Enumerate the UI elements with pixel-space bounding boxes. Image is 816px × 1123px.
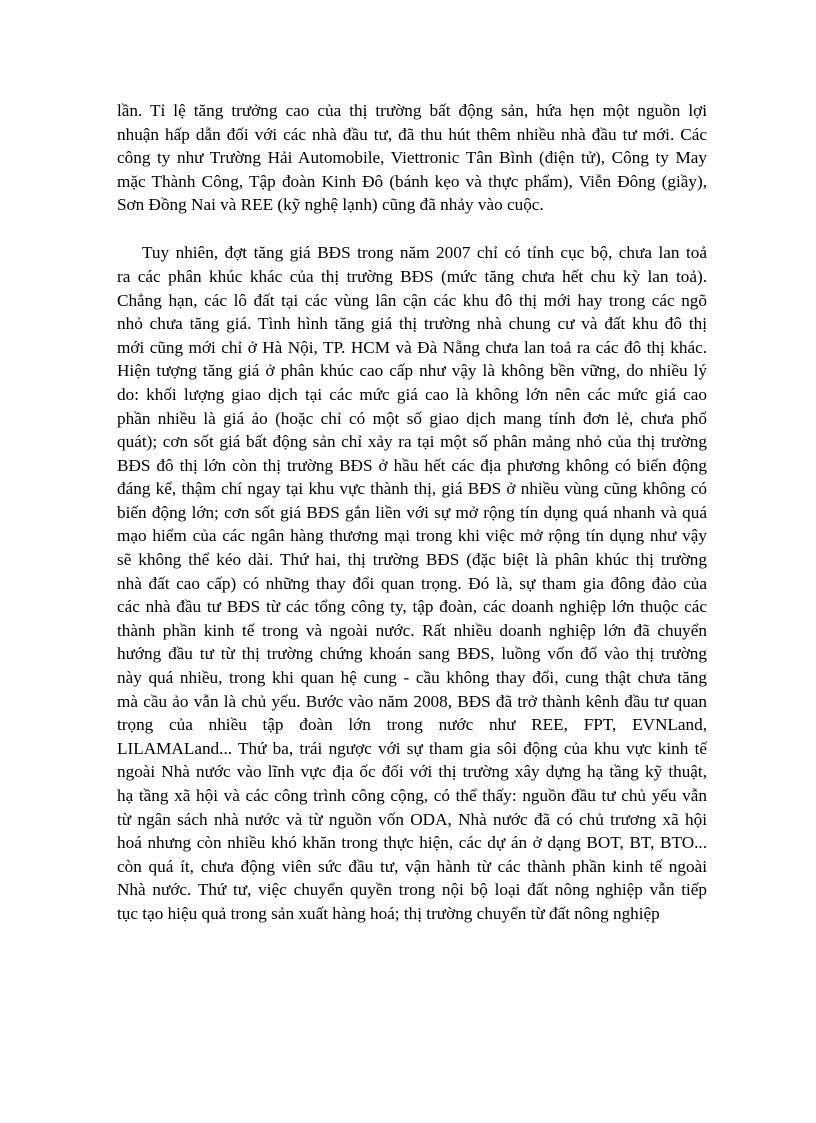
text-line: mặc Thành Công, Tập đoàn Kinh Đô (bánh kẹo và thực phẩm), Viễn Đông (giầy), [117,171,707,191]
text-line: BĐS đô thị lớn còn thị trường BĐS ở hầu hết các địa phương không có biến động [117,455,707,475]
text-line: lần. Tỉ lệ tăng trưởng cao của thị trường bất động sản, hứa hẹn một nguồn lợi [117,101,707,120]
text-line: trọng của nhiều tập đoàn lớn trong nước như REE, FPT, EVNLand, [117,715,707,735]
text-line: sẽ không thể kéo dài. Thứ hai, thị trường BĐS (đặc biệt là phân khúc thị trường [117,550,707,570]
text-line: còn quá ít, chưa động viên sức đầu tư, vận hành từ các thành phần kinh tế ngoài [117,856,707,876]
text-line: nhỏ chưa tăng giá. Tình hình tăng giá thị trường nhà chung cư và đất khu đô thị [117,314,707,334]
text-line: công ty như Trường Hải Automobile, Viettronic Tân Bình (điện tử), Công ty May [117,148,707,168]
text-line: Chẳng hạn, các lô đất tại các vùng lân cận các khu đô thị mới hay trong các ngõ [117,290,707,310]
text-line: mà cầu ảo vẫn là chủ yếu. Bước vào năm 2008, BĐS đã trở thành kênh đầu tư quan [117,691,707,711]
document-page [117,99,707,926]
text-line: quát); cơn sốt giá bất động sản chỉ xảy ra tại một số phân mảng nhỏ của thị trường [117,432,707,452]
text-line: đáng kể, thậm chí ngay tại khu vực thành thị, giá BĐS ở nhiều vùng cũng không có [117,479,707,499]
text-line: hạ tầng xã hội và các công trình công cộng, có thể thấy: nguồn đầu tư chủ yếu vẫn [117,786,707,806]
text-line: tục tạo hiệu quả trong sản xuất hàng hoá; thị trường chuyển từ đất nông nghiệp [117,903,660,923]
text-line: phần nhiều là giá ảo (hoặc chỉ có một số giao dịch mang tính đơn lẻ, chưa phổ [117,408,707,428]
text-line: mới cũng mới chỉ ở Hà Nội, TP. HCM và Đà Nẵng chưa lan toả ra các đô thị khác. [117,337,707,357]
paragraph-2 [117,241,707,925]
text-line: LILAMALand... Thứ ba, trái ngược với sự tham gia sôi động của khu vực kinh tế [117,738,707,758]
text-line: Nhà nước. Thứ tư, việc chuyển quyền trong nội bộ loại đất nông nghiệp vẫn tiếp [117,880,707,900]
text-line: ngoài Nhà nước vào lĩnh vực địa ốc đối với thị trường xây dựng hạ tầng kỹ thuật, [117,762,707,782]
text-line: ra các phân khúc khác của thị trường BĐS (mức tăng chưa hết chu kỳ lan toả). [117,266,707,286]
paragraph-1 [117,99,707,217]
text-line: các nhà đầu tư BĐS từ các tổng công ty, tập đoàn, các doanh nghiệp lớn thuộc các [117,597,707,617]
text-line: nhuận hấp dẫn đối với các nhà đầu tư, đã thu hút thêm nhiều nhà đầu tư mới. Các [117,124,707,144]
text-line: từ ngân sách nhà nước và từ nguồn vốn ODA, Nhà nước đã có chủ trương xã hội [117,809,707,829]
text-line: nhà đất cao cấp) có những thay đổi quan trọng. Đó là, sự tham gia đông đảo của [117,573,707,593]
text-line: hướng đầu tư từ thị trường chứng khoán sang BĐS, luồng vốn đổ vào thị trường [117,644,707,664]
text-line: này quá nhiều, trong khi quan hệ cung - cầu không thay đổi, cung thật chưa tăng [117,668,707,688]
text-line: Sơn Đồng Nai và REE (kỹ nghệ lạnh) cũng đã nhảy vào cuộc. [117,195,544,215]
text-line: do: khối lượng giao dịch tại các mức giá cao là không lớn nên các mức giá cao [117,384,707,404]
text-line: mạo hiểm của các ngân hàng thương mại trong khi việc mở rộng tín dụng như vậy [117,526,707,546]
text-line: Tuy nhiên, đợt tăng giá BĐS trong năm 2007 chỉ có tính cục bộ, chưa lan toả [142,243,707,263]
text-line: hoá nhưng còn nhiều khó khăn trong thực hiện, các dự án ở dạng BOT, BT, BTO... [117,833,707,853]
text-line: Hiện tượng tăng giá ở phân khúc cao cấp như vậy là không bền vững, do nhiều lý [117,361,707,381]
text-line: biến động lớn; cơn sốt giá BĐS gắn liền với sự mở rộng tín dụng quá nhanh và quá [117,502,707,522]
text-line: thành phần kinh tế trong và ngoài nước. Rất nhiều doanh nghiệp lớn đã chuyển [117,620,707,640]
